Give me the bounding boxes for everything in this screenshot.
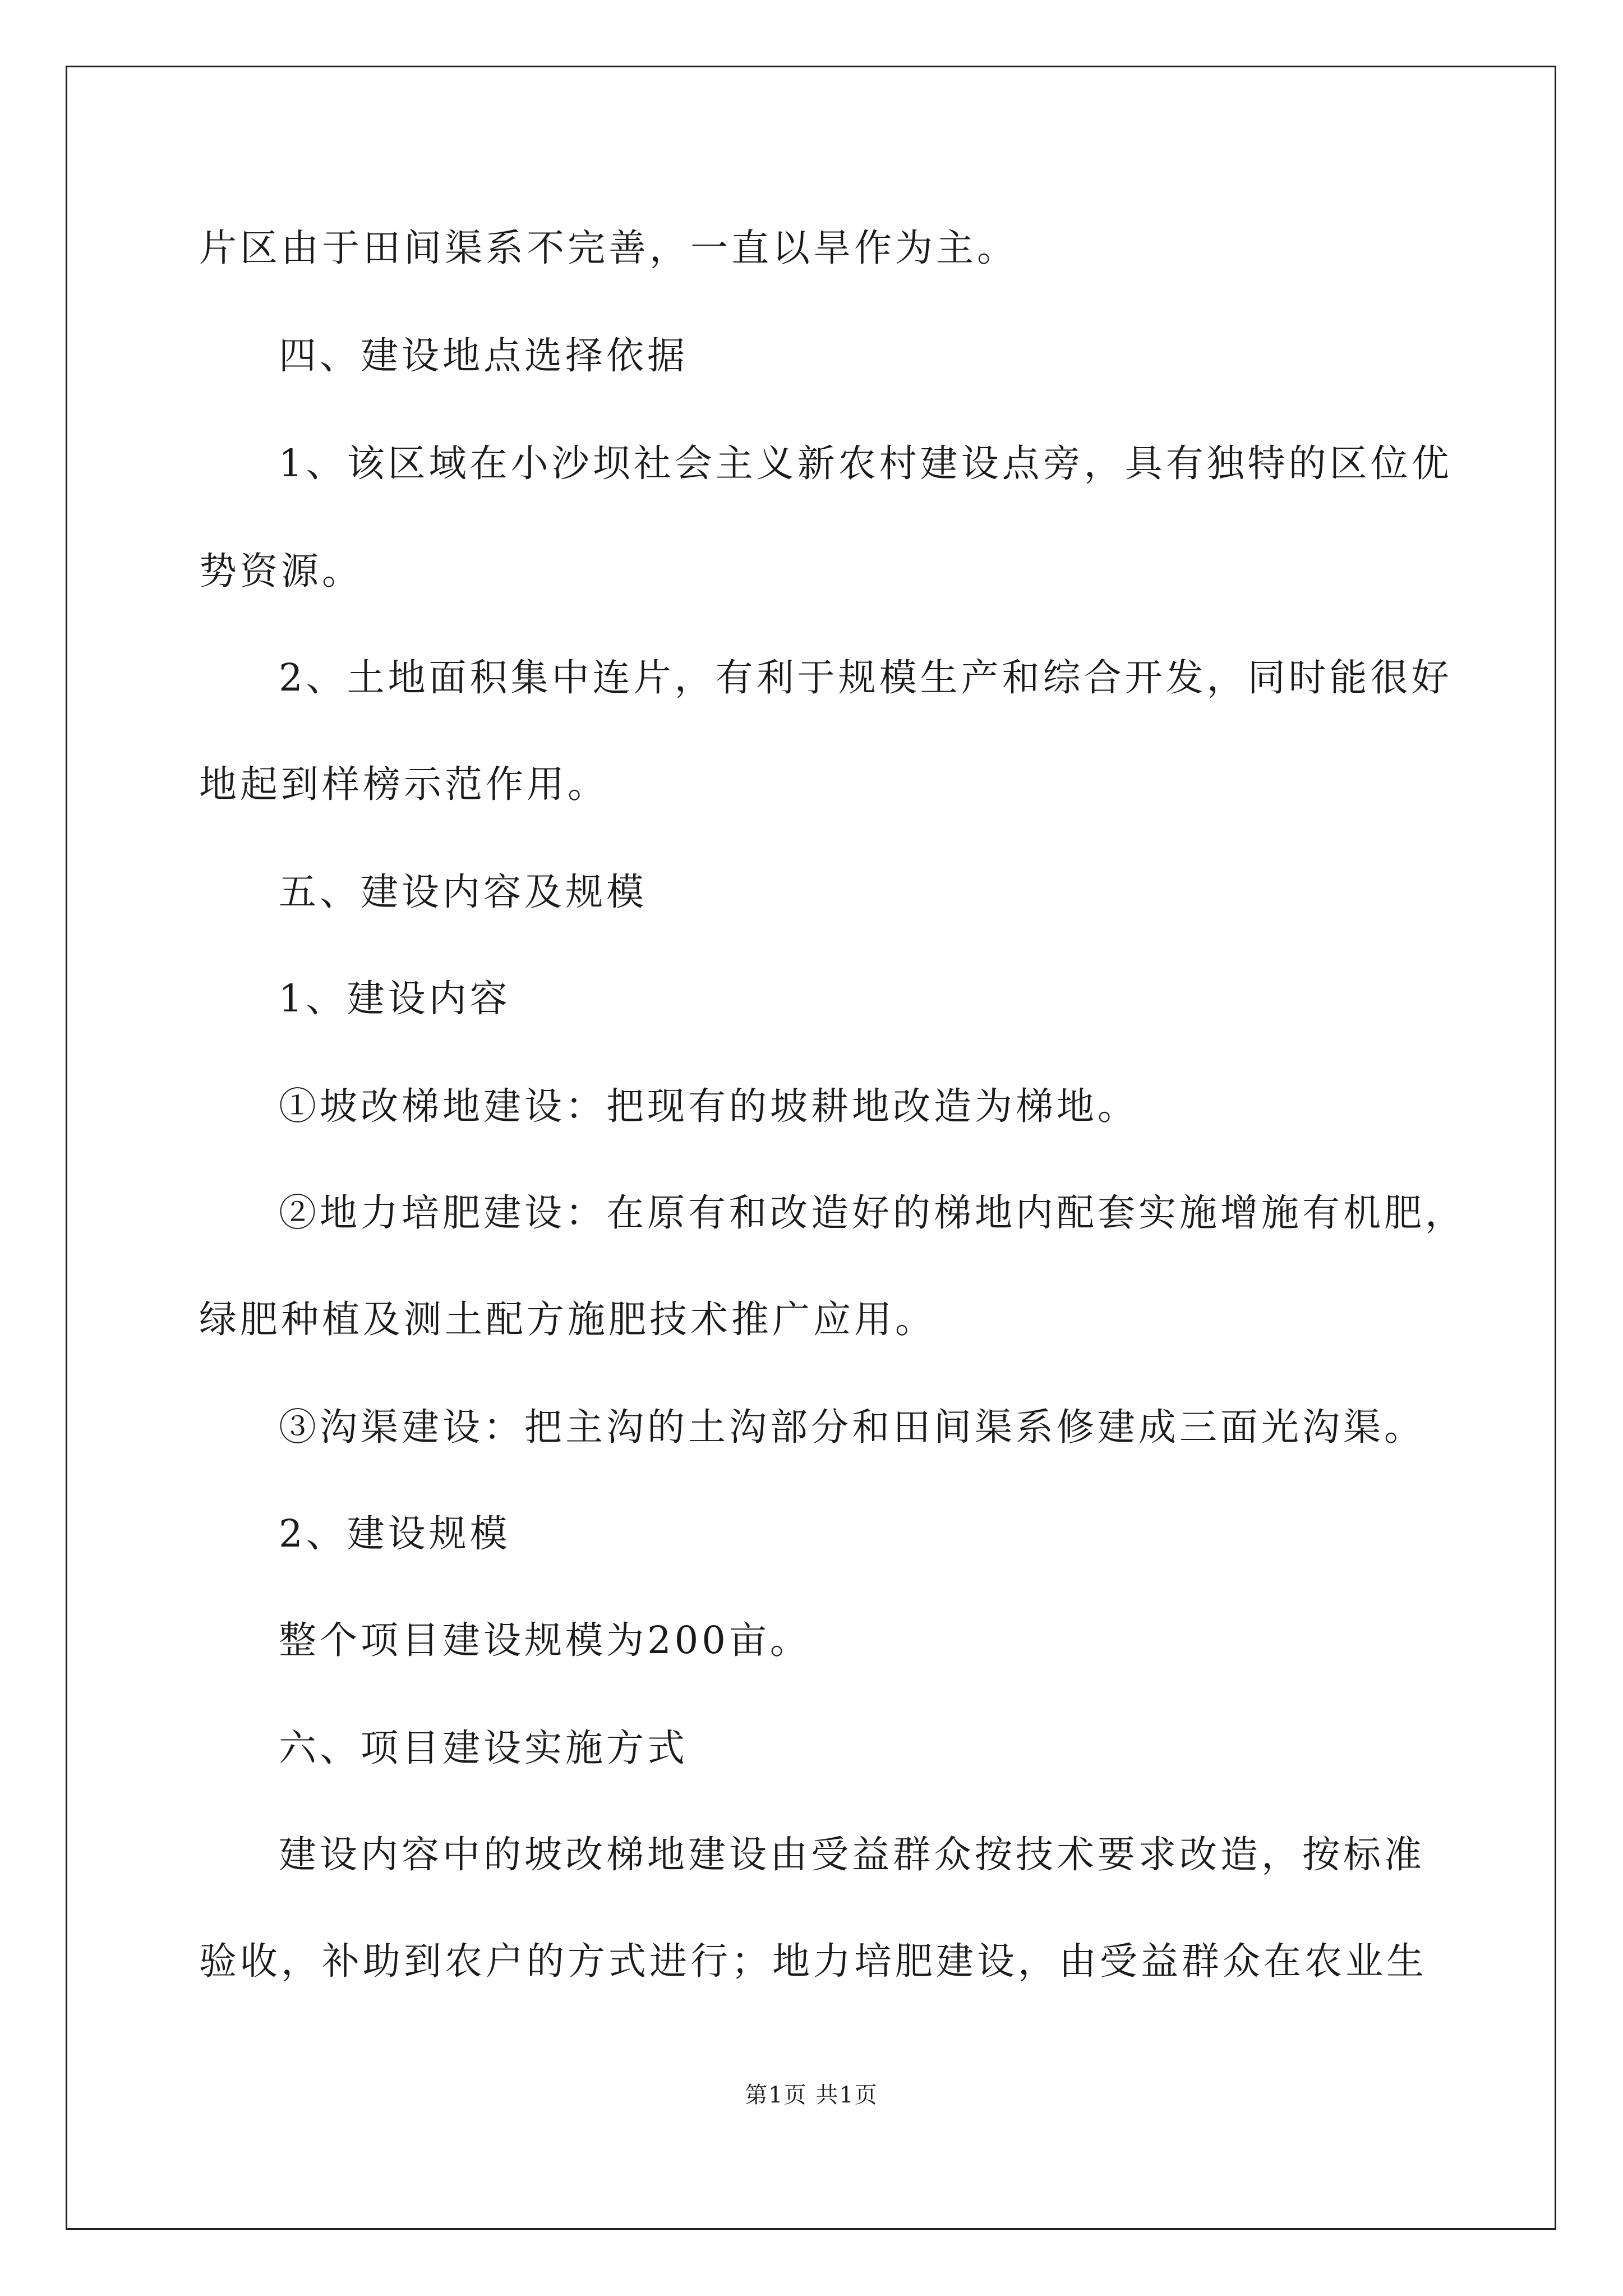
body-text-line: 1、该区域在小沙坝社会主义新农村建设点旁，具有独特的区位优 [279, 441, 1453, 485]
page-number-footer: 第1页 共1页 [745, 2082, 878, 2108]
body-text-line: 势资源。 [199, 549, 363, 593]
body-text-line: ③沟渠建设：把主沟的土沟部分和田间渠系修建成三面光沟渠。 [279, 1405, 1425, 1449]
subsection-heading: 1、建设内容 [279, 977, 511, 1020]
body-text-line: ②地力培肥建设：在原有和改造好的梯地内配套实施增施有机肥， [279, 1191, 1466, 1235]
section-heading: 四、建设地点选择依据 [279, 334, 688, 378]
page-border [66, 66, 1556, 2230]
body-text-line: 片区由于田间渠系不完善，一直以旱作为主。 [199, 226, 1018, 270]
section-heading: 五、建设内容及规模 [279, 870, 647, 914]
body-text-line: 建设内容中的坡改梯地建设由受益群众按技术要求改造，按标准 [279, 1833, 1425, 1876]
body-text-line: 绿肥种植及测土配方施肥技术推广应用。 [199, 1297, 936, 1341]
section-heading: 六、项目建设实施方式 [279, 1726, 688, 1770]
body-text-line: 整个项目建设规模为200亩。 [279, 1618, 811, 1662]
body-text-line: ①坡改梯地建设：把现有的坡耕地改造为梯地。 [279, 1084, 1138, 1128]
body-text-line: 地起到样榜示范作用。 [199, 762, 608, 806]
body-text-line: 2、土地面积集中连片，有利于规模生产和综合开发，同时能很好 [279, 656, 1453, 700]
body-text-line: 验收，补助到农户的方式进行；地力培肥建设，由受益群众在农业生 [199, 1939, 1427, 1983]
subsection-heading: 2、建设规模 [279, 1512, 511, 1556]
